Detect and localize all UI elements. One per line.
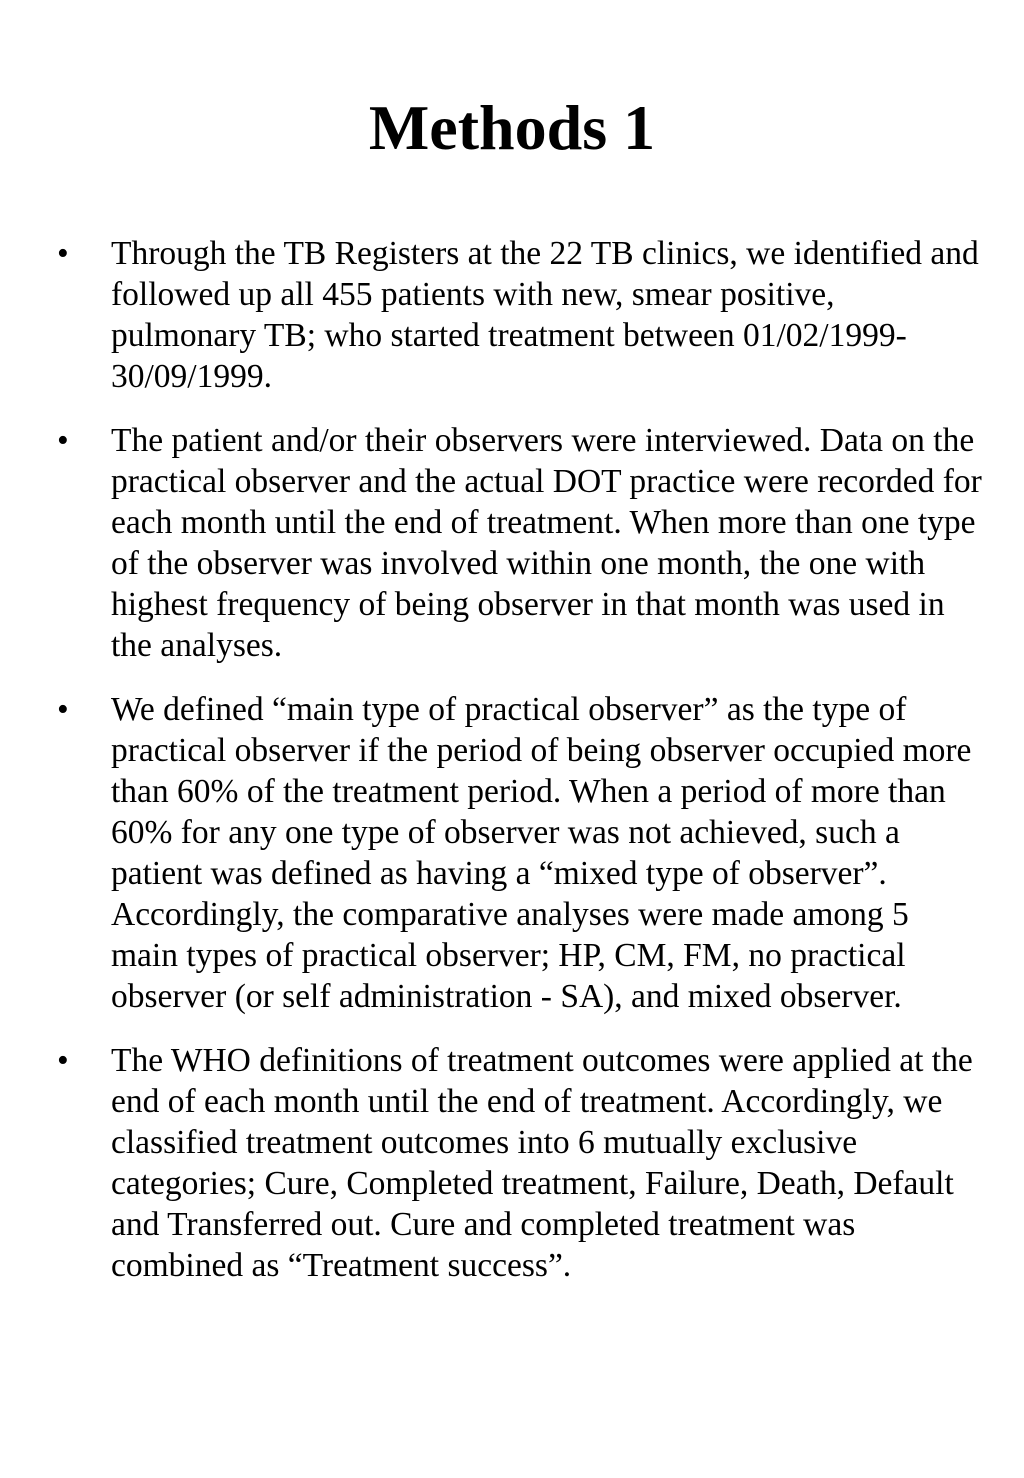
- bullet-icon: •: [57, 691, 69, 728]
- bullet-list: [0, 233, 1024, 1309]
- bullet-text: Through the TB Registers at the 22 TB clinics, we identified and followed up all 455 patients with new, smear positive, pulmonary TB; who started treatment between 01/02/1999-30/09/1999.: [111, 235, 979, 395]
- bullet-item: [0, 689, 1024, 1017]
- bullet-icon: •: [57, 1042, 69, 1079]
- bullet-text: The patient and/or their observers were interviewed. Data on the practical observer and the actual DOT practice were recorded for each month until the end of treatment. When more than one type of the observer was involved within one month, the one with highest frequency of being observer in that month was used in the analyses.: [111, 422, 982, 664]
- slide-title: Methods 1: [368, 92, 656, 163]
- bullet-icon: •: [57, 235, 69, 272]
- bullet-item: [0, 420, 1024, 666]
- bullet-text: We defined “main type of practical observer” as the type of practical observer if the period of being observer occupied more than 60% of the treatment period. When a period of more than 60% for any one type of observer was not achieved, such a patient was defined as having a “mixed type of observer”. Accordingly, the comparative analyses were made among 5 main types of practical observer; HP, CM, FM, no practical observer (or self administration - SA), and mixed observer.: [111, 691, 972, 1015]
- bullet-text: The WHO definitions of treatment outcomes were applied at the end of each month until the end of treatment. Accordingly, we classified treatment outcomes into 6 mutually exclusive categories; Cure, Completed treatment, Failure, Death, Default and Transferred out. Cure and completed treatment was combined as “Treatment success”.: [111, 1042, 973, 1284]
- bullet-icon: •: [57, 422, 69, 459]
- bullet-item: [0, 1040, 1024, 1286]
- bullet-item: [0, 233, 1024, 397]
